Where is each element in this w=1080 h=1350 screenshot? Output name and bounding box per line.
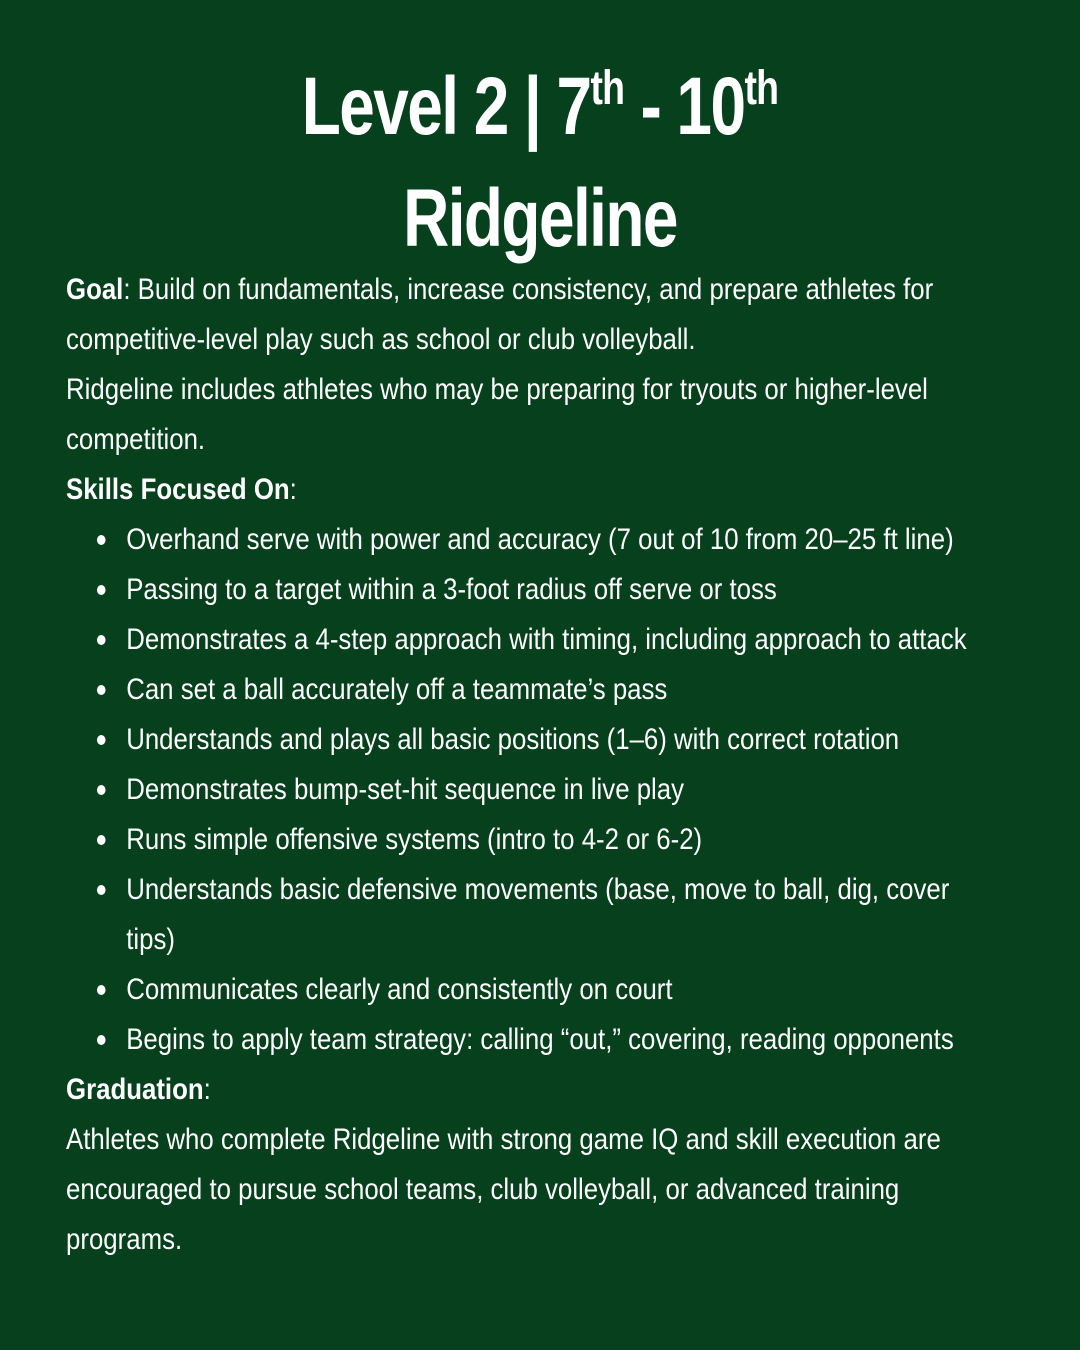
title-superscript-1: th xyxy=(590,62,625,115)
goal-label: Goal xyxy=(66,273,124,306)
list-item: Begins to apply team strategy: calling “out,” covering, reading opponents xyxy=(126,1015,977,1065)
list-item: Demonstrates bump-set-hit sequence in live play xyxy=(126,765,977,815)
skills-colon: : xyxy=(289,473,297,506)
list-item: Communicates clearly and consistently on court xyxy=(126,965,977,1015)
goal-paragraph xyxy=(66,265,978,365)
list-item: Can set a ball accurately off a teammate’s pass xyxy=(126,665,977,715)
graduation-heading xyxy=(66,1065,978,1115)
list-item: Passing to a target within a 3-foot radius off serve or toss xyxy=(126,565,977,615)
graduation-paragraph: Athletes who complete Ridgeline with strong game IQ and skill execution are encouraged to pursue school teams, club volleyball, or advanced training programs. xyxy=(66,1123,941,1256)
list-item: Understands and plays all basic positions (1–6) with correct rotation xyxy=(126,715,977,765)
skills-heading xyxy=(66,465,978,515)
skills-list xyxy=(66,515,978,1065)
content-body xyxy=(66,265,978,1265)
goal-text: : Build on fundamentals, increase consistency, and prepare athletes for competitive-level play such as school or club volleyball. xyxy=(66,273,934,356)
list-item: Runs simple offensive systems (intro to 4-2 or 6-2) xyxy=(126,815,977,865)
page-title xyxy=(119,61,961,152)
list-item: Demonstrates a 4-step approach with timing, including approach to attack xyxy=(126,615,977,665)
goal-paragraph-2: Ridgeline includes athletes who may be preparing for tryouts or higher-level competition. xyxy=(66,373,928,456)
graduation-label: Graduation xyxy=(66,1073,204,1106)
title-range: - 10 xyxy=(624,61,745,152)
list-item: Understands basic defensive movements (base, move to ball, dig, cover tips) xyxy=(126,865,977,965)
program-name: Ridgeline xyxy=(403,173,677,264)
list-item: Overhand serve with power and accuracy (7 out of 10 from 20–25 ft line) xyxy=(126,515,977,565)
title-level: Level 2 | 7 xyxy=(301,61,591,152)
skills-label: Skills Focused On xyxy=(66,473,290,506)
graduation-colon: : xyxy=(203,1073,211,1106)
title-superscript-2: th xyxy=(744,62,779,115)
